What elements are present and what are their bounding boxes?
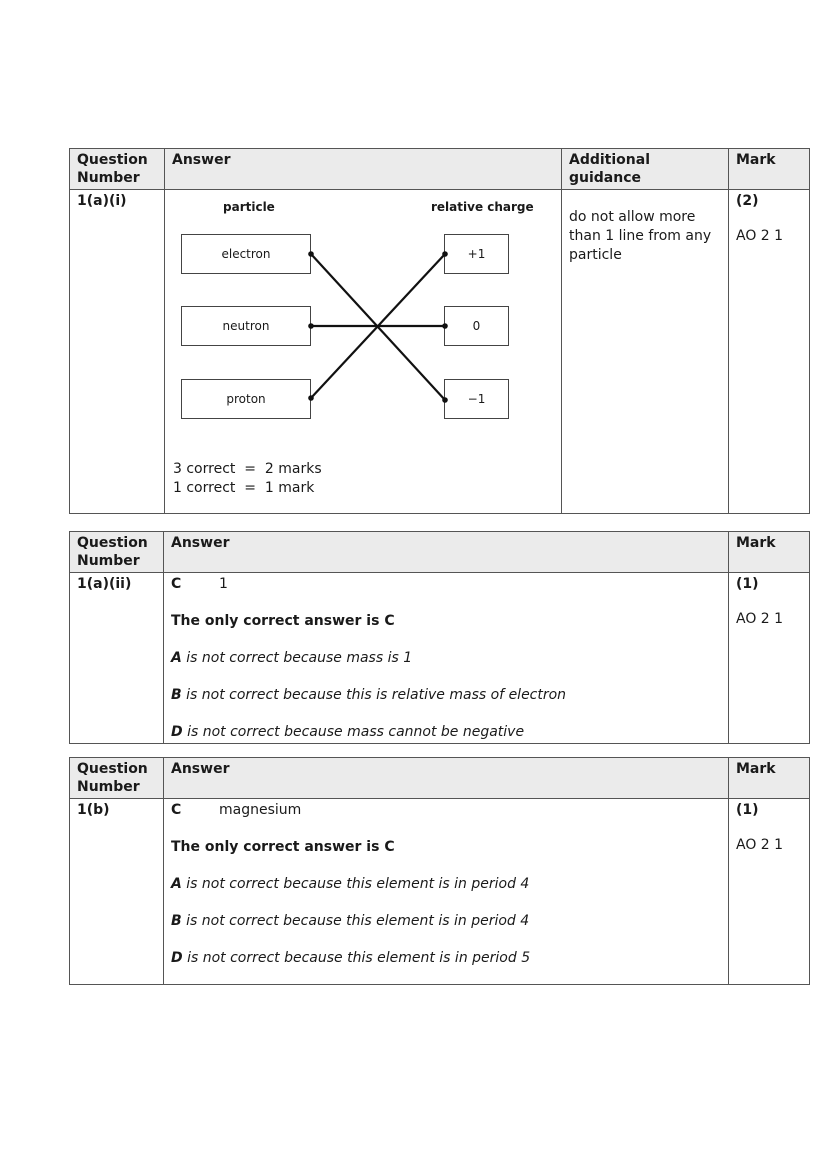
assessment-objective: AO 2 1 <box>736 837 784 853</box>
answer-cell <box>164 799 729 985</box>
distractor-b: B is not correct because this element is in period 4 <box>171 913 530 929</box>
assessment-objective: AO 2 1 <box>736 228 784 244</box>
answer-row <box>70 573 810 744</box>
scoring-rules <box>173 448 553 498</box>
header-mark: Mark <box>729 149 810 190</box>
dot-zero <box>442 323 448 329</box>
question-number: 1(b) <box>70 799 164 985</box>
scoring-three-correct: 3 correct = 2 marks <box>173 461 322 477</box>
mark-value: (1) <box>736 802 759 818</box>
mark-cell <box>729 190 810 514</box>
selected-value: magnesium <box>219 802 302 818</box>
mark-value: (1) <box>736 576 759 592</box>
mark-scheme-table-1a-ii <box>69 531 810 744</box>
mark-scheme-table-1b <box>69 757 810 985</box>
matching-lines <box>173 190 553 448</box>
particle-box-proton: proton <box>181 379 311 419</box>
dot-proton <box>308 395 314 401</box>
relative-charge-heading: relative charge <box>431 200 534 214</box>
dot-neutron <box>308 323 314 329</box>
mark-value: (2) <box>736 193 759 209</box>
header-mark: Mark <box>729 532 810 573</box>
dot-minus-one <box>442 397 448 403</box>
selected-letter: C <box>171 576 182 592</box>
selected-answer <box>171 575 721 593</box>
header-question-number: Question Number <box>70 758 164 799</box>
scoring-one-correct: 1 correct = 1 mark <box>173 480 315 496</box>
charge-box-plus-one: +1 <box>444 234 509 274</box>
question-number: 1(a)(i) <box>70 190 165 514</box>
answer-cell <box>164 573 729 744</box>
header-question-number: Question Number <box>70 532 164 573</box>
answer-row <box>70 190 810 514</box>
selected-answer <box>171 801 721 819</box>
header-answer: Answer <box>164 758 729 799</box>
question-number: 1(a)(ii) <box>70 573 164 744</box>
charge-box-minus-one: −1 <box>444 379 509 419</box>
header-row <box>70 532 810 573</box>
mark-scheme-table-1a-i <box>69 148 810 514</box>
selected-value: 1 <box>219 576 228 592</box>
mark-cell <box>729 573 810 744</box>
header-additional-guidance: Additional guidance <box>562 149 729 190</box>
additional-guidance: do not allow more than 1 line from any particle <box>562 190 729 514</box>
selected-letter: C <box>171 802 182 818</box>
answer-row <box>70 799 810 985</box>
distractor-a: A is not correct because mass is 1 <box>171 650 413 666</box>
dot-electron <box>308 251 314 257</box>
mark-cell <box>729 799 810 985</box>
header-mark: Mark <box>729 758 810 799</box>
matching-diagram <box>173 190 553 448</box>
dot-plus-one <box>442 251 448 257</box>
header-answer: Answer <box>164 532 729 573</box>
header-row <box>70 149 810 190</box>
answer-cell <box>165 190 562 514</box>
header-row <box>70 758 810 799</box>
header-question-number: Question Number <box>70 149 165 190</box>
distractor-a: A is not correct because this element is in period 4 <box>171 876 530 892</box>
particle-heading: particle <box>223 200 275 214</box>
distractor-d: D is not correct because this element is in period 5 <box>171 950 531 966</box>
distractor-d: D is not correct because mass cannot be negative <box>171 724 525 740</box>
particle-box-electron: electron <box>181 234 311 274</box>
assessment-objective: AO 2 1 <box>736 611 784 627</box>
correct-statement: The only correct answer is C <box>171 613 395 629</box>
distractor-b: B is not correct because this is relative mass of electron <box>171 687 567 703</box>
charge-box-zero: 0 <box>444 306 509 346</box>
header-answer: Answer <box>165 149 562 190</box>
particle-box-neutron: neutron <box>181 306 311 346</box>
correct-statement: The only correct answer is C <box>171 839 395 855</box>
